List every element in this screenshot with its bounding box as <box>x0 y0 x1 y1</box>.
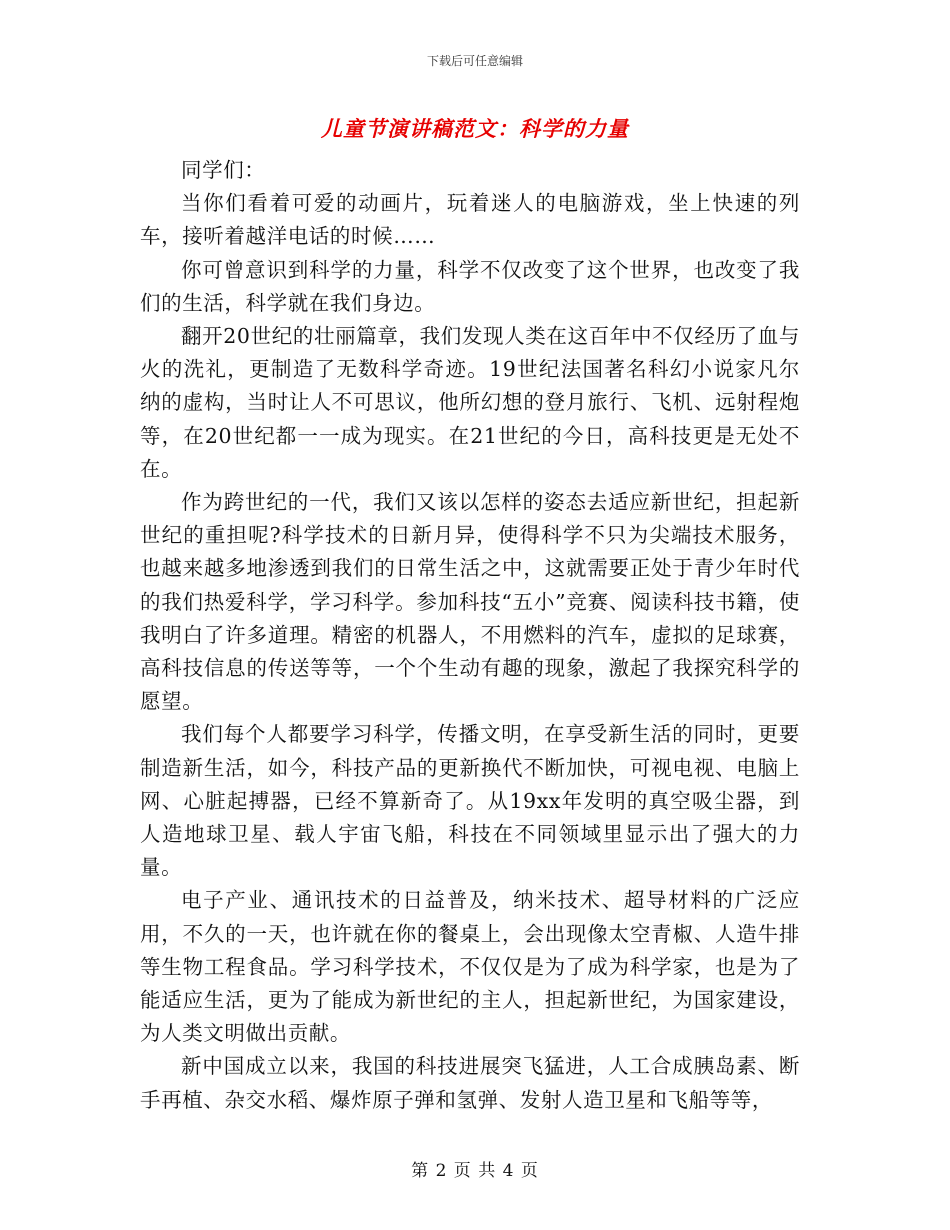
page-header-note: 下载后可任意编辑 <box>426 54 523 68</box>
document-body <box>140 154 800 1117</box>
paragraph-5: 我们每个人都要学习科学，传播文明，在享受新生活的同时，更要制造新生活，如今，科技产品的更新换代不断加快，可视电视、电脑上网、心脏起搏器，已经不算新奇了。从19xx年发明的真空吸尘器，到人造地球卫星、载人宇宙飞船，科技在不同领域里显示出了强大的力量。 <box>140 722 800 880</box>
greeting: 同学们： <box>181 158 266 182</box>
paragraph-1: 当你们看着可爱的动画片，玩着迷人的电脑游戏，坐上快速的列车，接听着越洋电话的时候…… <box>140 191 800 249</box>
page-number: 第 2 页 共 4 页 <box>411 1161 539 1181</box>
document-title: 儿童节演讲稿范文：科学的力量 <box>321 117 629 141</box>
paragraph-7: 新中国成立以来，我国的科技进展突飞猛进，人工合成胰岛素、断手再植、杂交水稻、爆炸原子弹和氢弹、发射人造卫星和飞船等等， <box>140 1054 800 1112</box>
paragraph-6: 电子产业、通讯技术的日益普及，纳米技术、超导材料的广泛应用，不久的一天，也许就在你的餐桌上，会出现像太空青椒、人造牛排等生物工程食品。学习科学技术，不仅仅是为了成为科学家，也是为了能适应生活，更为了能成为新世纪的主人，担起新世纪，为国家建设，为人类文明做出贡献。 <box>140 888 800 1046</box>
paragraph-2: 你可曾意识到科学的力量，科学不仅改变了这个世界，也改变了我们的生活，科学就在我们身边。 <box>140 257 800 315</box>
paragraph-3: 翻开20世纪的壮丽篇章，我们发现人类在这百年中不仅经历了血与火的洗礼，更制造了无数科学奇迹。19世纪法国著名科幻小说家凡尔纳的虚构，当时让人不可思议，他所幻想的登月旅行、飞机、远射程炮等，在20世纪都一一成为现实。在21世纪的今日，高科技更是无处不在。 <box>140 324 800 481</box>
paragraph-4: 作为跨世纪的一代，我们又该以怎样的姿态去适应新世纪，担起新世纪的重担呢?科学技术的日新月异，使得科学不只为尖端技术服务，也越来越多地渗透到我们的日常生活之中，这就需要正处于青少年时代的我们热爱科学，学习科学。参加科技“五小”竞赛、阅读科技书籍，使我明白了许多道理。精密的机器人，不用燃料的汽车，虚拟的足球赛，高科技信息的传送等等，一个个生动有趣的现象，激起了我探究科学的愿望。 <box>140 490 800 714</box>
